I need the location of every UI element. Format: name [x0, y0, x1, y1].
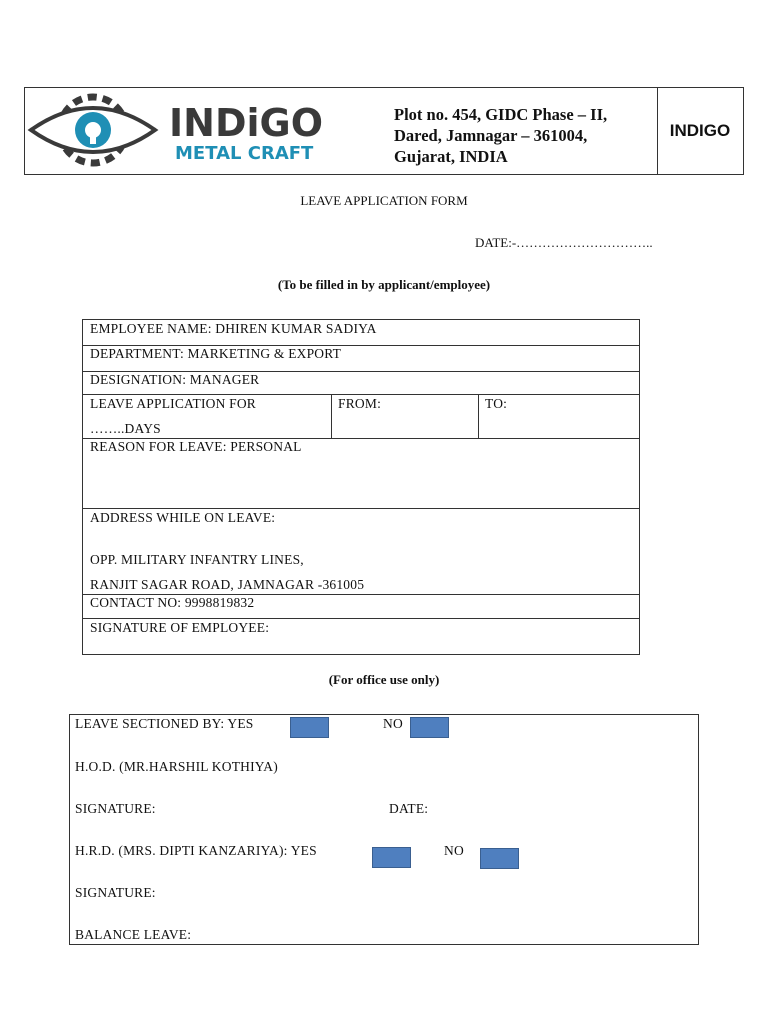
fill-instruction: (To be filled in by applicant/employee)	[277, 277, 491, 292]
designation: DESIGNATION: MANAGER	[90, 372, 260, 387]
date-field: DATE:-…………………………..	[475, 235, 653, 250]
hod-signature: SIGNATURE:	[75, 801, 156, 816]
hrd-label: H.R.D. (MRS. DIPTI KANZARIYA): YES	[75, 843, 317, 858]
office-use-note: (For office use only)	[328, 672, 440, 687]
form-title: LEAVE APPLICATION FORM	[300, 193, 468, 208]
leave-for-label: LEAVE APPLICATION FOR	[90, 396, 256, 411]
company-logo	[27, 92, 389, 170]
leave-address-line-1: OPP. MILITARY INFANTRY LINES,	[90, 552, 304, 567]
department: DEPARTMENT: MARKETING & EXPORT	[90, 346, 342, 361]
to-field: TO:	[485, 396, 508, 411]
hrd-yes-checkbox[interactable]	[372, 847, 411, 868]
office-use-form	[69, 714, 699, 945]
address-label: ADDRESS WHILE ON LEAVE:	[90, 510, 276, 525]
balance-leave: BALANCE LEAVE:	[75, 927, 192, 942]
hrd-no-checkbox[interactable]	[480, 848, 519, 869]
address-line-1: Plot no. 454, GIDC Phase – II,	[394, 105, 608, 124]
sanctioned-yes-checkbox[interactable]	[290, 717, 329, 738]
employee-name: EMPLOYEE NAME: DHIREN KUMAR SADIYA	[90, 321, 377, 336]
from-field: FROM:	[338, 396, 382, 411]
hrd-signature: SIGNATURE:	[75, 885, 156, 900]
contact-number: CONTACT NO: 9998819832	[90, 595, 255, 610]
reason-for-leave: REASON FOR LEAVE: PERSONAL	[90, 439, 302, 454]
gear-eye-icon	[31, 97, 155, 163]
employee-signature: SIGNATURE OF EMPLOYEE:	[90, 620, 270, 635]
brand-name: INDIGO	[669, 121, 731, 140]
logo-subtitle: METAL CRAFT	[175, 143, 314, 164]
hrd-no-label: NO	[444, 843, 464, 858]
leave-days: ……..DAYS	[90, 421, 161, 436]
sanctioned-no-label: NO	[383, 716, 403, 731]
logo-name: INDiGO	[169, 101, 324, 145]
leave-address-line-2: RANJIT SAGAR ROAD, JAMNAGAR -361005	[90, 577, 365, 592]
address-line-3: Gujarat, INDIA	[394, 147, 508, 166]
sanctioned-by-label: LEAVE SECTIONED BY: YES	[75, 716, 254, 731]
company-address	[394, 104, 654, 167]
address-line-2: Dared, Jamnagar – 361004,	[394, 126, 588, 145]
letterhead	[24, 87, 744, 175]
sanctioned-no-checkbox[interactable]	[410, 717, 449, 738]
hod-label: H.O.D. (MR.HARSHIL KOTHIYA)	[75, 759, 278, 774]
hod-date: DATE:	[389, 801, 429, 816]
applicant-form	[82, 319, 640, 655]
